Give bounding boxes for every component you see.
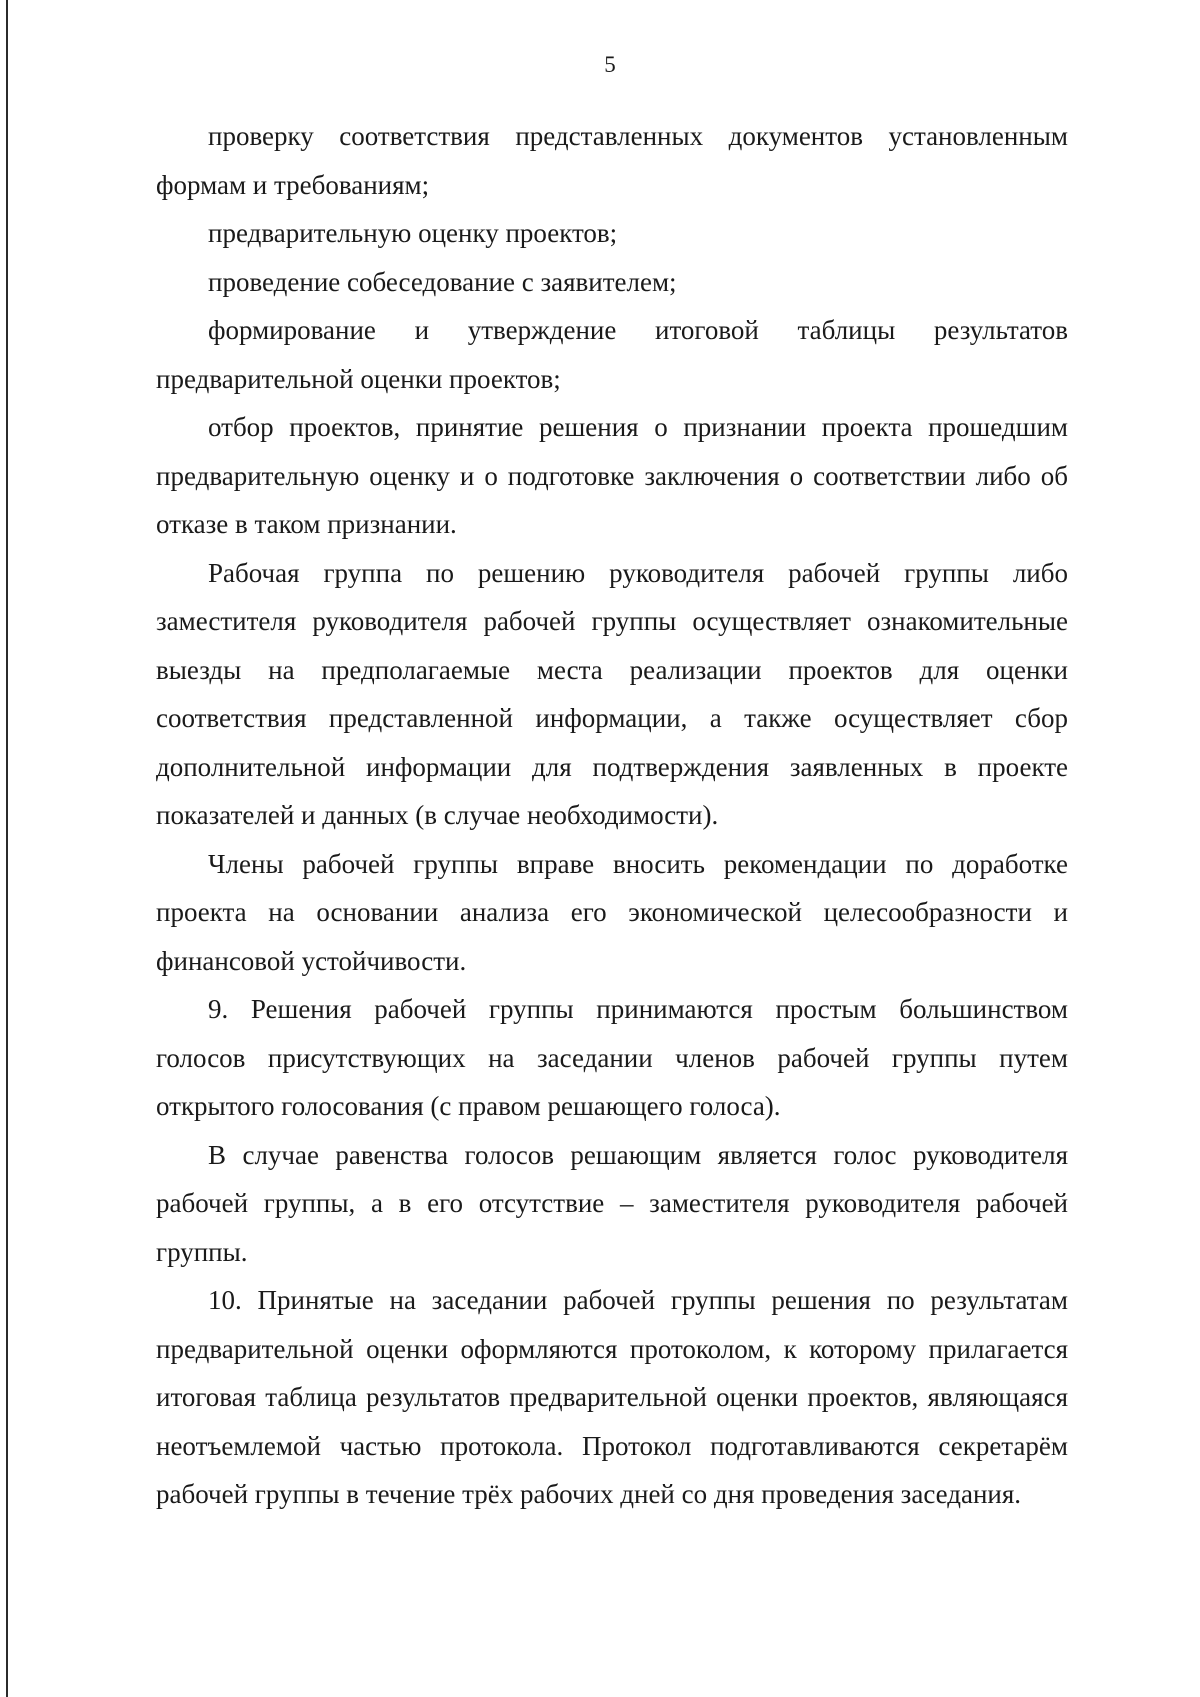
paragraph-working-group-visits: Рабочая группа по решению руководителя рабочей группы либо заместителя руководителя рабочей группы осуществляет ознакомительные выезды на предполагаемые места реализации проектов для оценки соответствия представленной информации, а также осуществляет сбор дополнительной информации для подтверждения заявленных в проекте показателей и данных (в случае необходимости).	[156, 557, 1068, 830]
paragraph-clause-9: 9. Решения рабочей группы принимаются простым большинством голосов присутствующих на заседании членов рабочей группы путем открытого голосования (с правом решающего голоса).	[156, 994, 1068, 1121]
paragraph-item-5: отбор проектов, принятие решения о признании проекта прошедшим предварительную оценку и о подготовке заключения о соответствии либо об отказе в таком признании.	[156, 412, 1068, 539]
paragraph-item-2: предварительную оценку проектов;	[208, 218, 618, 248]
paragraph-clause-10: 10. Принятые на заседании рабочей группы решения по результатам предварительной оценки оформляются протоколом, к которому прилагается итоговая таблица результатов предварительной оценки проектов, являющаяся неотъемлемой частью протокола. Протокол подготавливаются секретарём рабочей группы в течение трёх рабочих дней со дня проведения заседания.	[156, 1285, 1068, 1509]
paragraph-item-4: формирование и утверждение итоговой таблицы результатов предварительной оценки проектов;	[156, 315, 1068, 394]
scan-edge-line	[6, 0, 8, 1697]
document-body	[156, 112, 1068, 1519]
paragraph-item-3: проведение собеседование с заявителем;	[208, 266, 677, 297]
paragraph-members-recommendations: Члены рабочей группы вправе вносить рекомендации по доработке проекта на основании анализа его экономической целесообразности и финансовой устойчивости.	[156, 848, 1068, 976]
paragraph-tie-vote: В случае равенства голосов решающим является голос руководителя рабочей группы, а в его отсутствие – заместителя руководителя рабочей группы.	[156, 1139, 1068, 1267]
page-number: 5	[604, 52, 616, 77]
paragraph-item-1: проверку соответствия представленных документов установленным формам и требованиям;	[156, 121, 1068, 200]
